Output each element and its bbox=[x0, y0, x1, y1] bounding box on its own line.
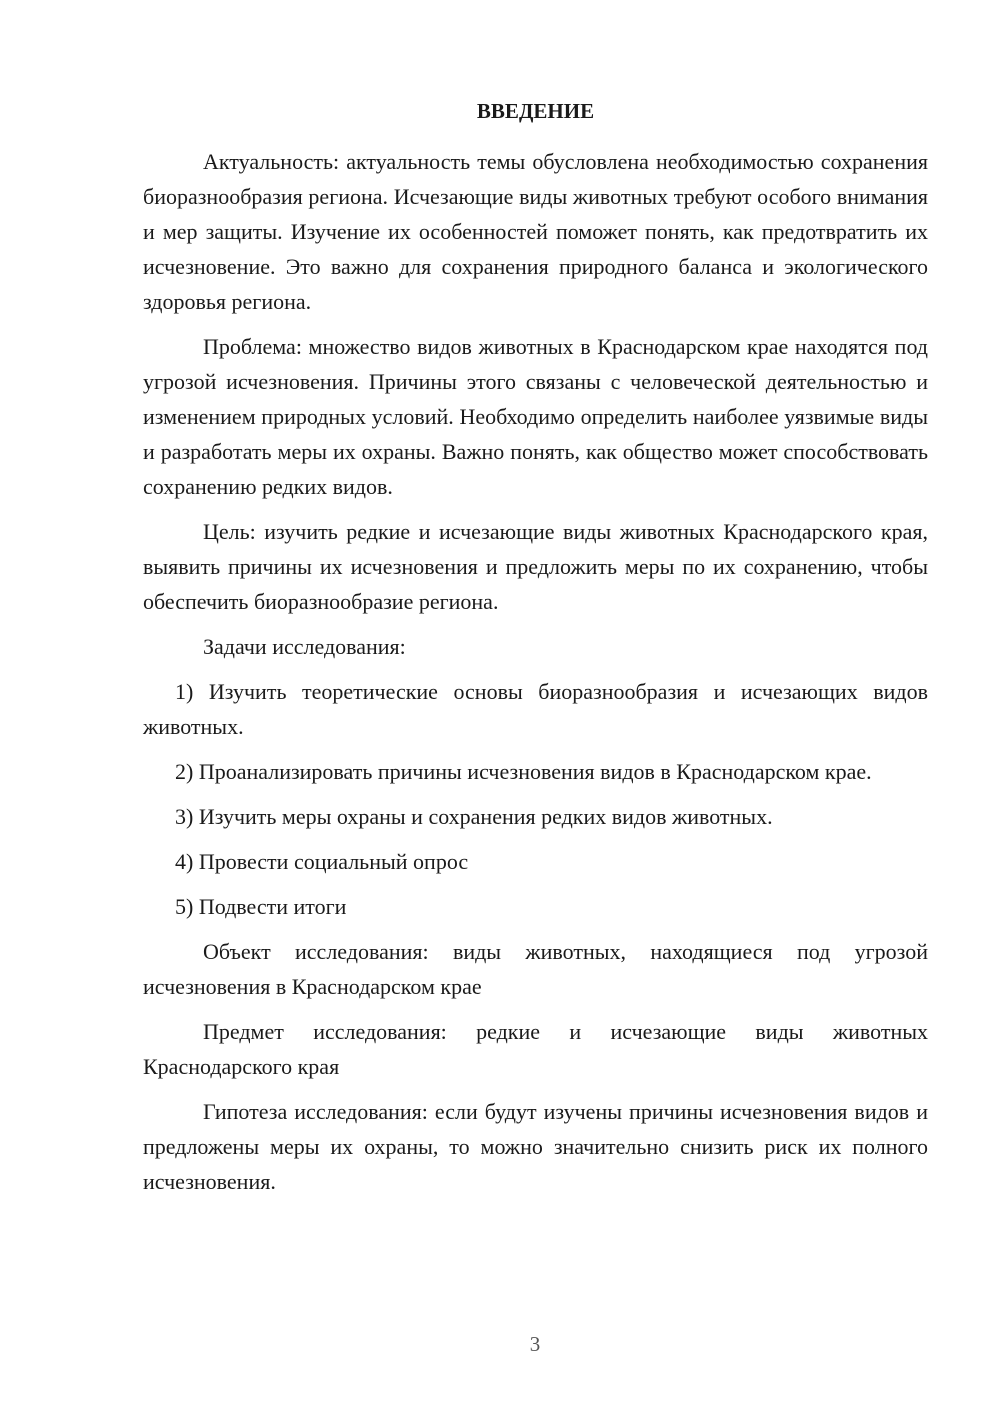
task-item-4: 4) Провести социальный опрос bbox=[175, 849, 469, 874]
tasks-heading: Задачи исследования: bbox=[203, 634, 406, 659]
task-item-3: 3) Изучить меры охраны и сохранения редких видов животных. bbox=[175, 804, 773, 829]
page-title: ВВЕДЕНИЕ bbox=[476, 99, 595, 123]
relevance-paragraph: Актуальность: актуальность темы обусловлена необходимостью сохранения биоразнообразия региона. Исчезающие виды животных требуют особого внимания и мер защиты. Изучение их особенностей поможет понять, как предотвратить их исчезновение. Это важно для сохранения природного баланса и экологического здоровья региона. bbox=[143, 149, 928, 314]
task-item-5: 5) Подвести итоги bbox=[175, 894, 347, 919]
task-item-2: 2) Проанализировать причины исчезновения видов в Краснодарском крае. bbox=[175, 759, 872, 784]
goal-paragraph: Цель: изучить редкие и исчезающие виды животных Краснодарского края, выявить причины их исчезновения и предложить меры по их сохранению, чтобы обеспечить биоразнообразие региона. bbox=[143, 519, 928, 614]
task-item-1: 1) Изучить теоретические основы биоразнообразия и исчезающих видов животных. bbox=[143, 679, 928, 739]
object-paragraph: Объект исследования: виды животных, находящиеся под угрозой исчезновения в Краснодарском крае bbox=[143, 939, 928, 999]
page-content bbox=[143, 96, 928, 1209]
problem-paragraph: Проблема: множество видов животных в Краснодарском крае находятся под угрозой исчезновения. Причины этого связаны с человеческой деятельностью и изменением природных условий. Необходимо определить наиболее уязвимые виды и разработать меры их охраны. Важно понять, как общество может способствовать сохранению редких видов. bbox=[143, 334, 928, 499]
hypothesis-paragraph: Гипотеза исследования: если будут изучены причины исчезновения видов и предложены меры их охраны, то можно значительно снизить риск их полного исчезновения. bbox=[143, 1099, 928, 1194]
subject-paragraph: Предмет исследования: редкие и исчезающие виды животных Краснодарского края bbox=[143, 1019, 928, 1079]
page-number: 3 bbox=[529, 1332, 541, 1356]
